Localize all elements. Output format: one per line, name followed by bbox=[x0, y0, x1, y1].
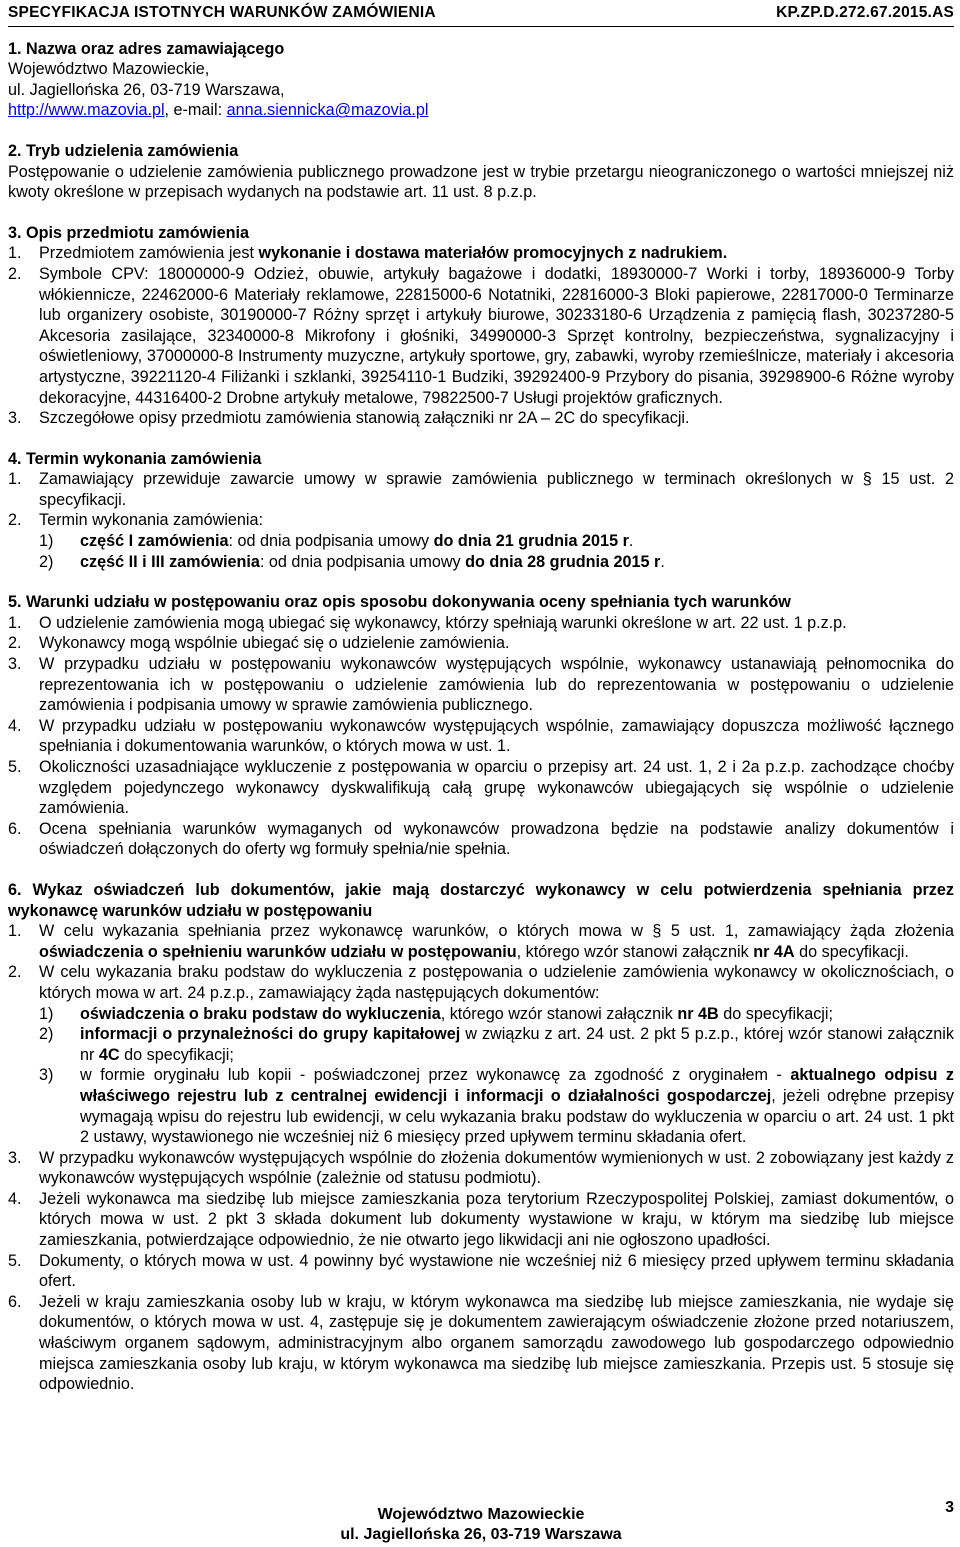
sub-item-text bbox=[80, 531, 954, 552]
sub-item-part: . bbox=[628, 532, 634, 551]
section-2-title: 2. Tryb udzielenia zamówienia bbox=[8, 141, 239, 160]
item-text: O udzielenie zamówienia mogą ubiegać się wykonawcy, którzy spełniają warunki określone w art. 22 ust. 1 p.z.p. bbox=[39, 613, 847, 632]
item-number: 2. bbox=[8, 634, 22, 653]
item-number: 2. bbox=[8, 511, 22, 530]
item-number: 4. bbox=[8, 716, 22, 735]
footer-line-1: Województwo Mazowieckie bbox=[377, 1506, 585, 1523]
sub-item-part: w związku z art. 24 ust. 2 pkt 5 p.z.p., której wzór stanowi załącznik nr bbox=[80, 1025, 954, 1064]
section-4 bbox=[8, 449, 954, 573]
item-text: W przypadku udziału w postępowaniu wykonawców występujących wspólnie, zamawiający dopuszcza możliwość łącznego spełniania i dokumentowania warunków, o których mowa w ust. 1. bbox=[39, 716, 954, 756]
item-text: Dokumenty, o których mowa w ust. 4 powinny być wystawione nie wcześniej niż 6 miesięcy przed upływem terminu składania ofert. bbox=[39, 1251, 954, 1291]
list-item bbox=[8, 1189, 954, 1251]
header-reference: KP.ZP.D.272.67.2015.AS bbox=[776, 4, 954, 21]
sub-item-part: , którego wzór stanowi załącznik bbox=[440, 1004, 678, 1023]
item-text-part: , którego wzór stanowi załącznik bbox=[516, 942, 754, 961]
item-number: 1. bbox=[8, 613, 22, 632]
item-text-part: do specyfikacji. bbox=[794, 942, 909, 961]
sub-item-bold: informacji o przynależności do grupy kapitałowej bbox=[80, 1025, 461, 1044]
item-number: 3. bbox=[8, 1148, 22, 1167]
sub-item bbox=[8, 552, 954, 573]
item-number: 5. bbox=[8, 1251, 22, 1270]
item-text-part: Przedmiotem zamówienia jest bbox=[39, 244, 259, 263]
section-3-title: 3. Opis przedmiotu zamówienia bbox=[8, 223, 250, 242]
sub-item-number: 2) bbox=[39, 1025, 54, 1044]
section-4-title: 4. Termin wykonania zamówienia bbox=[8, 449, 262, 468]
sub-item-bold: do dnia 21 grudnia 2015 r bbox=[433, 532, 629, 551]
item-text bbox=[39, 921, 954, 962]
list-item bbox=[8, 716, 954, 757]
contact-line bbox=[8, 100, 954, 121]
section-1 bbox=[8, 39, 954, 121]
item-number: 6. bbox=[8, 1292, 22, 1311]
section-5 bbox=[8, 592, 954, 860]
item-number: 2. bbox=[8, 264, 22, 283]
list-item bbox=[8, 613, 954, 634]
page-footer bbox=[8, 1505, 954, 1545]
item-text: Zamawiający przewiduje zawarcie umowy w sprawie zamówienia publicznego w terminach określonych w § 15 ust. 2 specyfikacji. bbox=[39, 470, 954, 509]
sub-item-text bbox=[80, 552, 954, 573]
item-text: W celu wykazania braku podstaw do wykluczenia z postępowania o udzielenie zamówienia wykonawcy w okolicznościach, o których mowa w art. 24 p.z.p., zamawiający żąda następujących dokumentów: bbox=[39, 963, 954, 1002]
item-number: 6. bbox=[8, 819, 22, 838]
website-link[interactable]: http://www.mazovia.pl bbox=[8, 101, 165, 120]
item-text-part: W celu wykazania spełniania przez wykonawcę warunków, o których mowa w § 5 ust. 1, zamawiający żąda złożenia bbox=[39, 922, 954, 941]
sub-item-text bbox=[80, 1004, 954, 1025]
list-item bbox=[8, 819, 954, 860]
item-text-bold: wykonanie i dostawa materiałów promocyjnych z nadrukiem. bbox=[258, 244, 728, 263]
email-link[interactable]: anna.siennicka@mazovia.pl bbox=[226, 101, 429, 120]
item-number: 2. bbox=[8, 963, 22, 982]
item-text bbox=[39, 243, 954, 264]
section-2 bbox=[8, 141, 954, 203]
page-number: 3 bbox=[945, 1499, 954, 1516]
address-line-1: Województwo Mazowieckie, bbox=[8, 60, 210, 79]
item-text: Szczegółowe opisy przedmiotu zamówienia stanowią załączniki nr 2A – 2C do specyfikacji. bbox=[39, 409, 690, 428]
document-page bbox=[8, 0, 955, 1543]
list-item bbox=[8, 469, 954, 510]
item-number: 3. bbox=[8, 655, 22, 674]
item-text: Wykonawcy mogą wspólnie ubiegać się o udzielenie zamówienia. bbox=[39, 634, 510, 653]
sub-item-part: : od dnia podpisania umowy bbox=[259, 552, 466, 571]
sub-item-part: . bbox=[660, 552, 665, 571]
section-6-title: 6. Wykaz oświadczeń lub dokumentów, jakie mają dostarczyć wykonawcy w celu potwierdzenia spełniania przez wykonawcę warunków udziału w postępowaniu bbox=[8, 880, 954, 920]
item-number: 3. bbox=[8, 409, 22, 428]
section-6 bbox=[8, 880, 954, 1395]
list-item bbox=[8, 921, 954, 962]
item-text: W przypadku wykonawców występujących wspólnie do złożenia dokumentów wymienionych w ust. 2 zobowiązany jest każdy z wykonawców występujących wspólnie (zależnie od statusu podmiotu). bbox=[39, 1148, 954, 1188]
sub-item-part: do specyfikacji; bbox=[119, 1045, 234, 1064]
sub-item-bold: część I zamówienia bbox=[80, 532, 229, 551]
list-item bbox=[8, 264, 954, 408]
header-title: SPECYFIKACJA ISTOTNYCH WARUNKÓW ZAMÓWIENIA bbox=[8, 4, 436, 21]
sub-item-number: 3) bbox=[39, 1066, 54, 1085]
sub-item-bold: aktualnego odpisu z właściwego rejestru lub z centralnej ewidencji i informacji o działalności gospodarczej bbox=[80, 1066, 955, 1105]
email-prefix: , e-mail: bbox=[164, 101, 227, 120]
sub-item-number: 2) bbox=[39, 552, 54, 571]
list-item bbox=[8, 962, 954, 1003]
sub-item bbox=[8, 1065, 954, 1147]
list-item bbox=[8, 510, 954, 531]
item-number: 1. bbox=[8, 470, 22, 489]
sub-item-bold: oświadczenia o braku podstaw do wykluczenia bbox=[80, 1004, 441, 1023]
section-2-text: Postępowanie o udzielenie zamówienia publicznego prowadzone jest w trybie przetargu nieograniczonego o wartości mniejszej niż kwoty określone w przepisach wydanych na podstawie art. 11 ust. 8 p.z.p. bbox=[8, 162, 954, 202]
sub-item bbox=[8, 531, 954, 552]
list-item bbox=[8, 654, 954, 716]
sub-item-bold: do dnia 28 grudnia 2015 r bbox=[465, 552, 661, 571]
list-item bbox=[8, 1148, 954, 1189]
item-number: 1. bbox=[8, 244, 22, 263]
item-text: Okoliczności uzasadniające wykluczenie z postępowania w oparciu o przepisy art. 24 ust. 1, 2 i 2a p.z.p. zachodzące choćby względem pojedynczego wykonawcy dyskwalifikują całą grupę wykonawców ubiegających się wspólnie o udzielenie zamówienia. bbox=[39, 758, 954, 818]
item-text: Jeżeli w kraju zamieszkania osoby lub w kraju, w którym wykonawca ma siedzibę lub miejsce zamieszkania, nie wydaje się dokumentów, o których mowa w ust. 4, zastępuje się je dokumentem zawierającym oświadczenie złożone przed notariuszem, właściwym organem sądowym, administracyjnym albo organem samorządu zawodowego lub gospodarczego odpowiednio miejsca zamieszkania osoby lub kraju, w którym wykonawca ma siedzibę lub miejsce zamieszkania. Przepis ust. 5 stosuje się odpowiednio. bbox=[39, 1292, 954, 1394]
item-text: Ocena spełniania warunków wymaganych od wykonawców prowadzona będzie na podstawie analizy dokumentów i oświadczeń dołączonych do oferty wg formuły spełnia/nie spełnia. bbox=[39, 819, 954, 859]
cpv-codes-text: Symbole CPV: 18000000-9 Odzież, obuwie, artykuły bagażowe i dodatki, 18930000-7 Worki i torby, 18936000-9 Torby włókiennicze, 22462000-6 Materiały reklamowe, 22815000-6 Notatniki, 22816000-3 Bloki papierowe, 22817000-0 Terminarze lub organizery osobiste, 30190000-7 Różny sprzęt i artykuły biurowe, 30233180-6 Urządzenia z pamięcią flash, 30237280-5 Akcesoria zasilające, 32340000-8 Mikrofony i głośniki, 34990000-3 Sprzęt kontrolny, bezpieczeństwa, sygnalizacyjny i oświetleniowy, 37000000-8 Instrumenty muzyczne, artykuły sportowe, gry, zabawki, wyroby rzemieślnicze, materiały i akcesoria artystyczne, 39221120-4 Filiżanki i szklanki, 39254110-1 Budziki, 39292400-9 Przybory do pisania, 39298900-6 Różne wyroby dekoracyjne, 44316400-2 Drobne artykuły metalowe, 79822500-7 Usługi projektów graficznych. bbox=[39, 264, 954, 407]
sub-item-text bbox=[80, 1065, 954, 1147]
item-text: W przypadku udziału w postępowaniu wykonawców występujących wspólnie, wykonawcy ustanawiają pełnomocnika do reprezentowania ich w postępowaniu o udzielenie zamówienia lub do reprezentowania w postępowaniu o udzielenie zamówienia i podpisania umowy w sprawie zamówienia publicznego. bbox=[39, 655, 954, 715]
sub-item bbox=[8, 1024, 954, 1065]
section-3 bbox=[8, 223, 954, 429]
list-item bbox=[8, 1251, 954, 1292]
sub-item-part: w formie oryginału lub kopii - poświadczonej przez wykonawcę za zgodność z oryginałem - bbox=[80, 1066, 791, 1085]
address-line-2: ul. Jagiellońska 26, 03-719 Warszawa, bbox=[8, 80, 285, 99]
sub-item-number: 1) bbox=[39, 532, 54, 551]
sub-item bbox=[8, 1004, 954, 1025]
section-5-title: 5. Warunki udziału w postępowaniu oraz opis sposobu dokonywania oceny spełniania tych warunków bbox=[8, 593, 791, 612]
sub-item-part: : od dnia podpisania umowy bbox=[228, 532, 434, 551]
item-text-bold: oświadczenia o spełnieniu warunków udziału w postępowaniu bbox=[39, 942, 517, 961]
item-number: 4. bbox=[8, 1189, 22, 1208]
item-text: Jeżeli wykonawca ma siedzibę lub miejsce zamieszkania poza terytorium Rzeczypospolitej Polskiej, zamiast dokumentów, o których mowa w ust. 2 pkt 3 składa dokument lub dokumenty wystawione w kraju, w którym ma siedzibę lub miejsce zamieszkania, potwierdzające odpowiednio, że nie otwarto jego likwidacji ani nie ogłoszono upadłości. bbox=[39, 1189, 954, 1250]
sub-item-bold: nr 4B bbox=[677, 1004, 719, 1023]
list-item bbox=[8, 757, 954, 819]
list-item bbox=[8, 633, 954, 654]
sub-item-number: 1) bbox=[39, 1004, 54, 1023]
sub-item-part: , jeżeli odrębne przepisy wymagają wpisu do rejestru lub ewidencji, w celu wykazania braku podstaw do wykluczenia w oparciu o art. 24 ust. 1 pkt 2 ustawy, wystawionego nie wcześniej niż 6 miesięcy przed upływem terminu składania ofert. bbox=[80, 1086, 955, 1147]
sub-item-bold: część II i III zamówienia bbox=[80, 552, 260, 571]
list-item bbox=[8, 408, 954, 429]
list-item bbox=[8, 1292, 954, 1395]
item-text: Termin wykonania zamówienia: bbox=[39, 511, 264, 530]
list-item bbox=[8, 243, 954, 264]
section-1-title: 1. Nazwa oraz adres zamawiającego bbox=[8, 39, 285, 58]
item-number: 1. bbox=[8, 922, 22, 941]
item-text-bold: nr 4A bbox=[753, 942, 795, 961]
item-number: 5. bbox=[8, 758, 22, 776]
sub-item-bold: 4C bbox=[98, 1045, 120, 1064]
sub-item-text bbox=[80, 1024, 954, 1065]
sub-item-part: do specyfikacji; bbox=[718, 1004, 833, 1023]
page-header bbox=[8, 0, 954, 27]
footer-line-2: ul. Jagiellońska 26, 03-719 Warszawa bbox=[340, 1526, 622, 1543]
